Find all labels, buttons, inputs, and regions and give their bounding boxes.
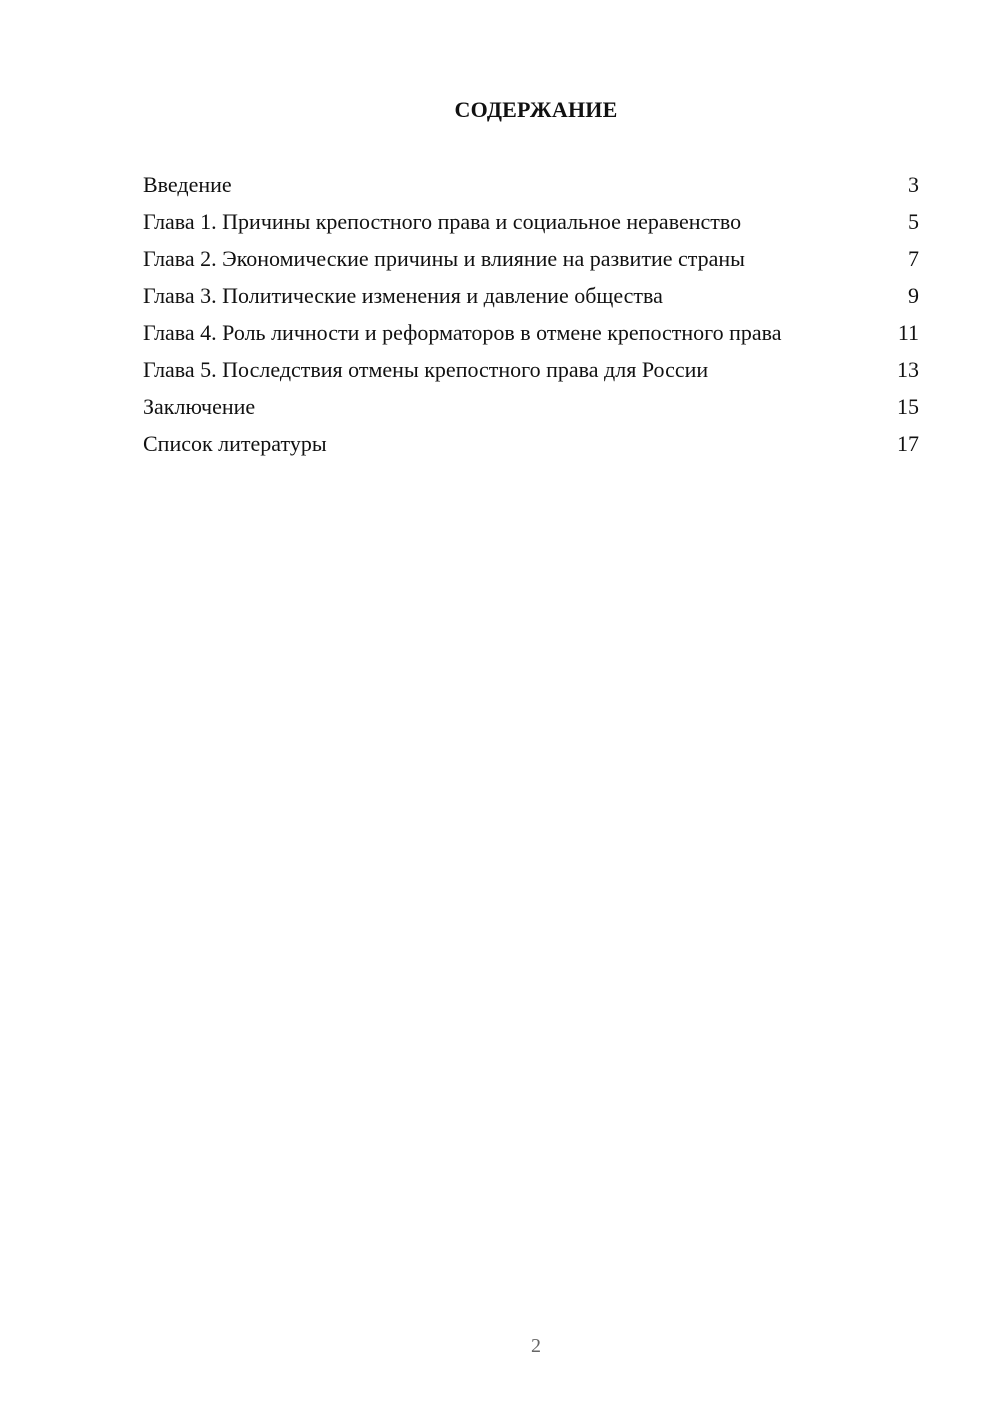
toc-entry-title: Заключение	[143, 394, 256, 419]
toc-entry-chapter-3[interactable]	[143, 282, 919, 309]
toc-entry-chapter-5[interactable]	[143, 356, 919, 383]
toc-entry-page: 5	[908, 209, 919, 234]
toc-entry-bibliography[interactable]	[143, 430, 919, 457]
page-number: 2	[531, 1335, 541, 1357]
toc-entry-page: 7	[908, 246, 919, 271]
toc-entry-chapter-2[interactable]	[143, 245, 919, 272]
toc-entry-page: 13	[897, 357, 919, 382]
toc-entry-title: Глава 2. Экономические причины и влияние на развитие страны	[143, 246, 745, 271]
toc-entry-page: 17	[897, 431, 919, 456]
toc-entry-page: 15	[897, 394, 919, 419]
toc-entry-title: Список литературы	[143, 431, 327, 456]
toc-entry-introduction[interactable]	[143, 171, 919, 198]
table-of-contents	[143, 171, 919, 467]
toc-entry-title: Глава 4. Роль личности и реформаторов в отмене крепостного права	[143, 320, 782, 345]
toc-entry-conclusion[interactable]	[143, 393, 919, 420]
toc-entry-title: Глава 3. Политические изменения и давление общества	[143, 283, 663, 308]
toc-entry-page: 3	[908, 172, 919, 197]
toc-entry-page: 11	[897, 320, 919, 345]
toc-heading: СОДЕРЖАНИЕ	[454, 97, 618, 122]
toc-entry-title: Глава 1. Причины крепостного права и социальное неравенство	[143, 209, 742, 234]
toc-entry-chapter-4[interactable]	[143, 319, 919, 346]
toc-entry-page: 9	[908, 283, 919, 308]
toc-entry-title: Введение	[143, 172, 232, 197]
toc-entry-chapter-1[interactable]	[143, 208, 919, 235]
toc-entry-title: Глава 5. Последствия отмены крепостного права для России	[143, 357, 709, 382]
